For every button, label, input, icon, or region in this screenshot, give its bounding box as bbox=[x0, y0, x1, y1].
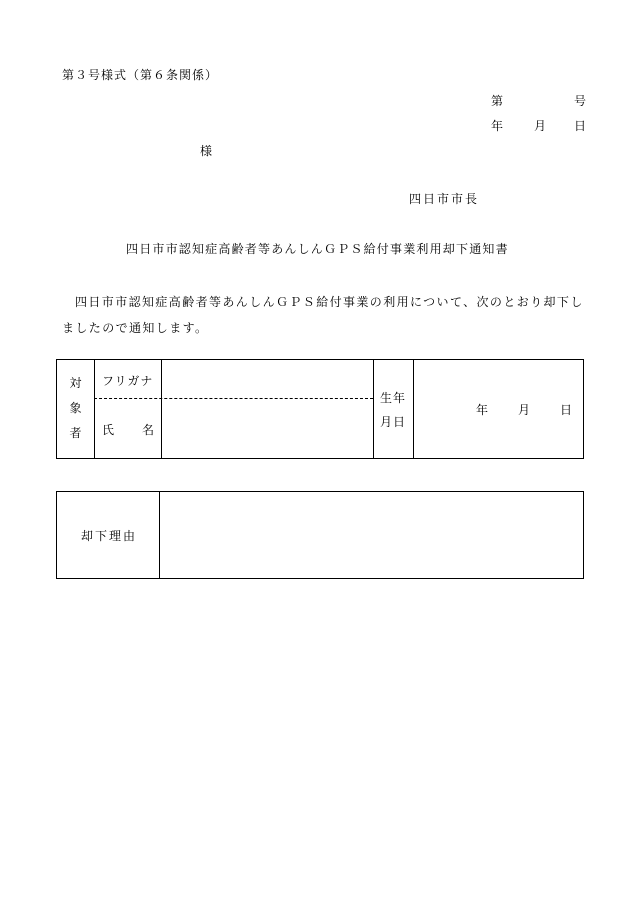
reason-table bbox=[56, 491, 584, 579]
reason-label: 却下理由 bbox=[81, 529, 138, 543]
issue-date-month: 月 bbox=[534, 119, 547, 133]
name-label-first: 氏 bbox=[102, 423, 115, 437]
subject-table bbox=[56, 359, 584, 459]
reason-field[interactable] bbox=[161, 493, 581, 577]
name-field[interactable] bbox=[162, 400, 372, 458]
birth-date-month: 月 bbox=[518, 403, 531, 417]
furigana-field[interactable] bbox=[162, 361, 372, 397]
doc-number-dai: 第 bbox=[491, 94, 504, 108]
name-label-second: 名 bbox=[142, 423, 155, 437]
addressee-suffix: 様 bbox=[200, 144, 213, 158]
body-text: 四日市市認知症高齢者等あんしんＧＰＳ給付事業の利用について、次のとおり却下しましたので通知します。 bbox=[62, 295, 584, 335]
doc-number-go: 号 bbox=[574, 94, 587, 108]
form-number: 第３号様式（第６条関係） bbox=[62, 68, 219, 82]
issue-date-year: 年 bbox=[491, 119, 504, 133]
birth-label-top: 生年 bbox=[380, 391, 407, 405]
document-title: 四日市市認知症高齢者等あんしんＧＰＳ給付事業利用却下通知書 bbox=[126, 242, 509, 256]
birth-label-bottom: 月日 bbox=[380, 415, 407, 429]
subject-label: 対 象 者 bbox=[69, 376, 82, 440]
birth-date-day: 日 bbox=[560, 403, 573, 417]
issue-date-day: 日 bbox=[574, 119, 587, 133]
issuer-name: 四日市市長 bbox=[409, 192, 480, 206]
furigana-label: フリガナ bbox=[102, 374, 154, 388]
birth-date-year: 年 bbox=[476, 403, 489, 417]
furigana-divider bbox=[94, 398, 373, 399]
